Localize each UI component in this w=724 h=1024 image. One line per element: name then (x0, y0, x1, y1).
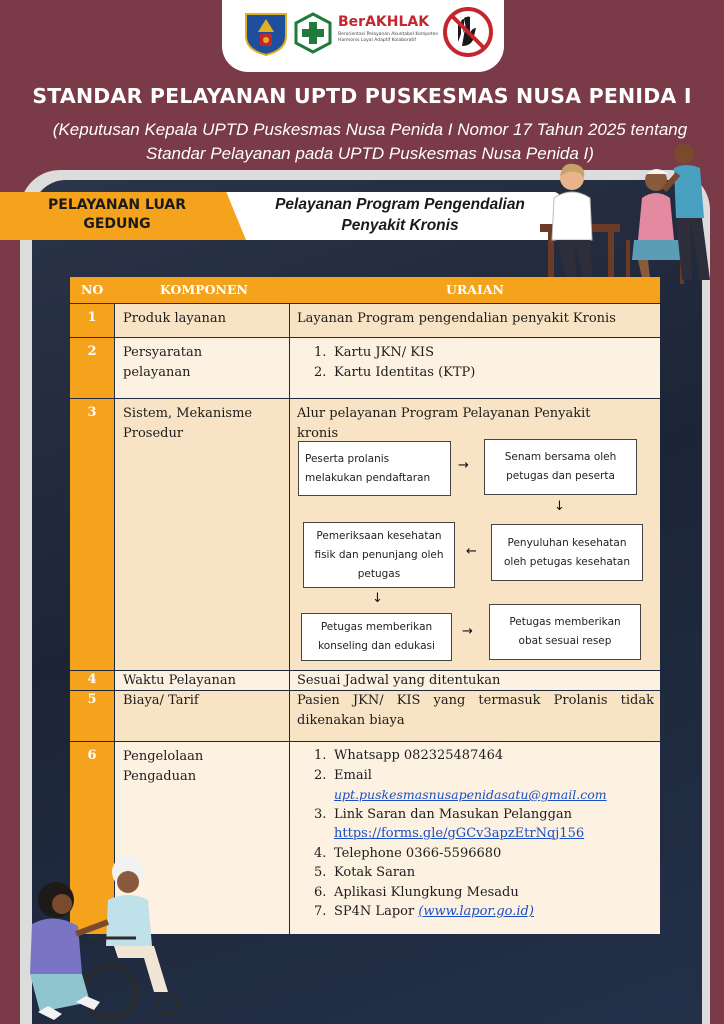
klungkung-emblem-icon (242, 10, 290, 56)
component-text: Produk layanan (123, 311, 226, 326)
component-text (115, 338, 289, 383)
arrow-left-icon: ← (466, 544, 477, 559)
table-row (70, 671, 660, 690)
service-category-label (14, 196, 220, 234)
flow-step-line: Senam bersama oleh (504, 451, 617, 463)
component-line: Prosedur (123, 426, 184, 441)
arrow-down-icon: ↓ (372, 591, 383, 606)
component-text: Waktu Pelayanan (123, 673, 236, 688)
arrow-down-icon: ↓ (554, 499, 565, 514)
lapor-link[interactable]: (www.lapor.go.id) (418, 904, 534, 919)
service-name-label (250, 194, 550, 236)
component-cell (115, 671, 289, 690)
description-text (290, 399, 660, 444)
component-cell (115, 304, 289, 337)
email-link[interactable]: upt.puskesmasnusapenidasatu@gmail.com (334, 787, 607, 802)
description-cell (290, 742, 660, 934)
page-title: STANDAR PELAYANAN UPTD PUSKESMAS NUSA PENIDA I (32, 84, 692, 108)
row-number-cell (70, 399, 114, 670)
list-item-text: Kotak Saran (334, 865, 416, 880)
flow-step-line: melakukan pendaftaran (305, 471, 431, 484)
list-item: 3. Link Saran dan Masukan Pelanggan https://forms.gle/gGCv3apzEtrNqj156 (290, 805, 660, 844)
requirements-list (290, 338, 660, 382)
flow-step-counseling-health (491, 524, 643, 581)
row-number-cell (70, 671, 114, 690)
list-item: 1. Whatsapp 082325487464 (314, 748, 504, 763)
flow-step-line: petugas dan peserta (506, 470, 615, 482)
berakhlak-logo (338, 14, 442, 54)
description-cell (290, 304, 660, 337)
row-number: 1 (87, 310, 97, 325)
list-item-text: Aplikasi Klungkung Mesadu (334, 884, 519, 900)
component-cell (115, 338, 289, 398)
list-item: 7. SP4N Lapor (www.lapor.go.id) (314, 904, 534, 919)
list-item: 2. Email upt.puskesmasnusapenidasatu@gmail.com (290, 766, 660, 805)
description-line: dikenakan biaya (297, 713, 405, 728)
header-komponen: KOMPONEN (160, 282, 248, 297)
table-row (70, 338, 660, 398)
description-cell (290, 338, 660, 398)
berakhlak-tagline: Berorientasi Pelayanan Akuntabel Kompeten Harmonis Loyal Adaptif Kolaboratif (338, 32, 439, 43)
flow-step-line: oleh petugas kesehatan (504, 555, 630, 568)
flow-step-line: Peserta prolanis (305, 452, 390, 465)
table-row (70, 691, 660, 741)
row-number-cell (70, 338, 114, 398)
feedback-form-link[interactable]: https://forms.gle/gGCv3apzEtrNqj156 (334, 826, 585, 841)
component-line: pelayanan (123, 365, 191, 380)
row-number: 2 (87, 344, 97, 359)
row-number: 4 (87, 672, 97, 687)
description-line: Alur pelayanan Program Pelayanan Penyakit (297, 406, 591, 421)
header-no: NO (81, 282, 104, 297)
component-line: Sistem, Mekanisme (123, 406, 253, 421)
arrow-right-icon: → (458, 458, 469, 473)
row-number-cell (70, 304, 114, 337)
flow-step-line: obat sesuai resep (518, 635, 612, 647)
description-text: Layanan Program pengendalian penyakit Kronis (297, 311, 616, 326)
component-line: Pengelolaan (123, 749, 204, 764)
component-text: Biaya/ Tarif (123, 693, 199, 708)
flow-step-consultation (301, 613, 452, 661)
description-line: Pasien JKN/ KIS yang termasuk Prolanis tidak (297, 693, 654, 708)
description-cell (290, 671, 660, 690)
subtitle-line-2: Standar Pelayanan pada UPTD Puskesmas Nusa Penida I) (146, 144, 594, 163)
list-item: 2. Kartu Identitas (KTP) (314, 364, 476, 380)
anti-corruption-hand-icon (442, 6, 494, 58)
list-item-text: Kartu Identitas (KTP) (334, 364, 476, 380)
caregiver-wheelchair-illustration (18, 842, 198, 1022)
flow-step-exercise (484, 439, 637, 495)
subtitle-line-1: (Keputusan Kepala UPTD Puskesmas Nusa Penida I Nomor 17 Tahun 2025 tentang (52, 120, 688, 139)
list-item: 4. Telephone 0366-5596680 (314, 845, 502, 861)
description-text: Sesuai Jadwal yang ditentukan (297, 673, 501, 688)
flow-step-line: fisik dan penunjang oleh (314, 548, 444, 561)
flow-step-line: petugas (357, 567, 401, 580)
header-uraian: URAIAN (446, 282, 504, 297)
description-text (290, 691, 660, 731)
flow-step-line: Pemeriksaan kesehatan (316, 529, 442, 542)
row-number: 5 (87, 692, 97, 707)
component-cell (115, 691, 289, 741)
doctor-patient-illustration (534, 140, 724, 290)
list-item-text: Telephone 0366-5596680 (334, 845, 502, 861)
component-cell (115, 399, 289, 670)
flow-step-registration (298, 441, 451, 496)
list-item-text: Link Saran dan Masukan Pelanggan (334, 806, 573, 822)
row-number: 3 (87, 405, 97, 420)
table-header (70, 277, 660, 303)
list-item-text: Whatsapp 082325487464 (334, 748, 504, 763)
table-row (70, 304, 660, 337)
description-line: kronis (297, 426, 339, 441)
component-line: Persyaratan (123, 345, 203, 360)
complaint-channels-list (290, 742, 660, 922)
berakhlak-title: BerAKHLAK (338, 14, 430, 30)
list-item: 1. Kartu JKN/ KIS (314, 345, 434, 360)
component-text (115, 399, 289, 444)
flow-step-line: konseling dan edukasi (318, 640, 435, 652)
flow-step-line: Petugas memberikan (509, 616, 621, 628)
component-line: Pengaduan (123, 769, 197, 784)
arrow-right-icon: → (462, 624, 473, 639)
flow-step-examination (303, 522, 455, 588)
service-category-line-2: GEDUNG (83, 216, 151, 232)
list-item: 6. Aplikasi Klungkung Mesadu (314, 884, 519, 900)
service-category-line-1: PELAYANAN LUAR (48, 197, 186, 213)
health-cross-icon (294, 12, 332, 54)
list-item: 5. Kotak Saran (314, 865, 416, 880)
list-item-text: SP4N Lapor (334, 904, 415, 919)
description-cell (290, 691, 660, 741)
service-name-line-2: Penyakit Kronis (341, 217, 459, 234)
flow-step-medication (489, 604, 641, 660)
service-name-line-1: Pelayanan Program Pengendalian (275, 196, 525, 213)
row-number-cell (70, 691, 114, 741)
flow-step-line: Petugas memberikan (320, 621, 433, 633)
row-number: 6 (87, 748, 97, 763)
flow-step-line: Penyuluhan kesehatan (507, 536, 627, 549)
list-item-text: Email (334, 767, 372, 783)
list-item-text: Kartu JKN/ KIS (334, 345, 434, 360)
logo-bar (222, 0, 504, 72)
component-text (115, 742, 289, 787)
